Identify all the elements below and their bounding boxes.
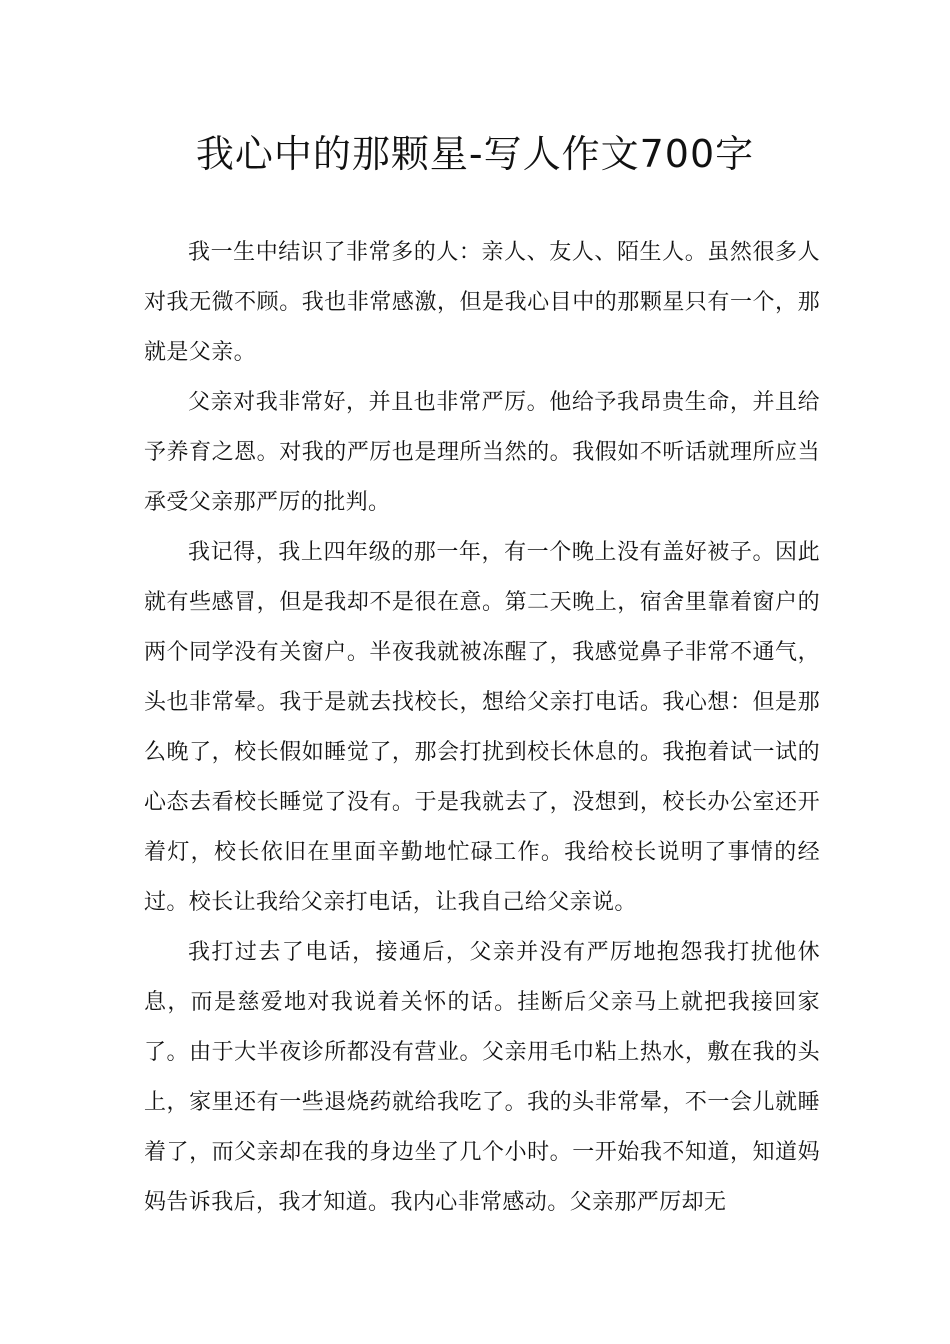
paragraph-4: 我打过去了电话，接通后，父亲并没有严厉地抱怨我打扰他休息，而是慈爱地对我说着关怀的话。挂断后父亲马上就把我接回家了。由于大半夜诊所都没有营业。父亲用毛巾粘上热水，敷在我的头上，家里还有一些退烧药就给我吃了。我的头非常晕，不一会儿就睡着了，而父亲却在我的身边坐了几个小时。一开始我不知道，知道妈妈告诉我后，我才知道。我内心非常感动。父亲那严厉却无 — [144, 940, 820, 1215]
document-title: 我心中的那颗星-写人作文700字 — [195, 132, 755, 176]
document-body — [144, 228, 820, 1228]
paragraph-1: 我一生中结识了非常多的人：亲人、友人、陌生人。虽然很多人对我无微不顾。我也非常感激，但是我心目中的那颗星只有一个，那就是父亲。 — [144, 240, 820, 365]
paragraph-3: 我记得，我上四年级的那一年，有一个晚上没有盖好被子。因此就有些感冒，但是我却不是很在意。第二天晚上，宿舍里靠着窗户的两个同学没有关窗户。半夜我就被冻醒了，我感觉鼻子非常不通气，头也非常晕。我于是就去找校长，想给父亲打电话。我心想：但是那么晚了，校长假如睡觉了，那会打扰到校长休息的。我抱着试一试的心态去看校长睡觉了没有。于是我就去了，没想到，校长办公室还开着灯，校长依旧在里面辛勤地忙碌工作。我给校长说明了事情的经过。校长让我给父亲打电话，让我自己给父亲说。 — [144, 540, 820, 915]
paragraph-2: 父亲对我非常好，并且也非常严厉。他给予我昂贵生命，并且给予养育之恩。对我的严厉也是理所当然的。我假如不听话就理所应当承受父亲那严厉的批判。 — [144, 390, 820, 515]
